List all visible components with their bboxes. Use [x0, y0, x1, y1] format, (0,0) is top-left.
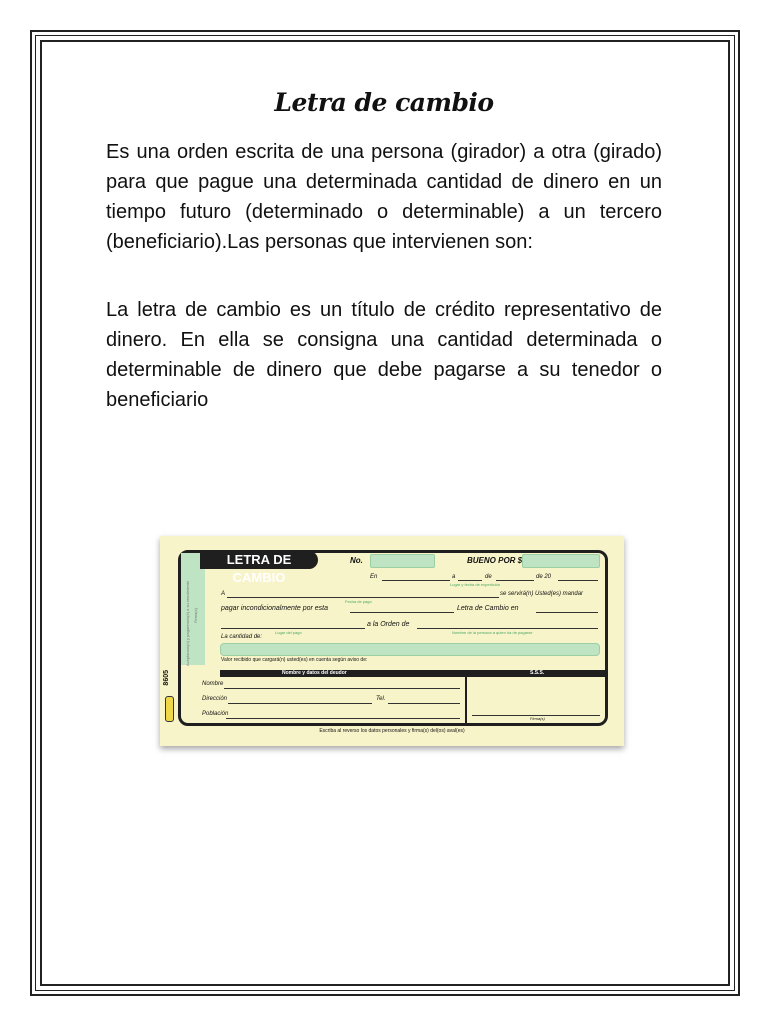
bill-line — [496, 580, 534, 581]
bill-line — [224, 688, 460, 689]
bill-line — [228, 703, 372, 704]
bill-nombre-persona-label: Nombre de la persona a quien ha de pagarse — [452, 630, 533, 635]
bill-a-la-orden: a la Orden de — [367, 621, 410, 628]
bill-nombre-label: Nombre — [202, 681, 224, 687]
bill-line — [350, 612, 454, 613]
bill-line — [458, 580, 482, 581]
bill-a-line-label: A — [221, 591, 226, 597]
bill-line — [221, 628, 365, 629]
bill-stub-text: Aceptamos(o) y pagaremos(é) a su vencimiento — [185, 580, 190, 666]
bill-sss-label: S.S.S. — [530, 670, 545, 676]
bill-bueno-box — [522, 554, 600, 568]
paragraph-definition: Es una orden escrita de una persona (girador) a otra (girado) para que pague una determinada cantidad de dinero en un tiempo futuro (determinado o determinable) a un tercero (beneficiario).Las personas que intervienen son: — [106, 141, 662, 253]
bill-separator — [465, 677, 467, 724]
bill-no-label: No. — [350, 556, 363, 565]
bill-direccion-label: Dirección — [202, 696, 228, 702]
bill-pagar-label: pagar incondicionalmente por esta — [221, 605, 329, 612]
bill-no-box — [370, 554, 435, 568]
bill-valor-recibido: Valor recibido que cargará(n) usted(es) en cuenta según aviso de: — [221, 657, 368, 663]
bill-line — [388, 703, 460, 704]
bill-amount-bar — [220, 643, 600, 656]
bill-a-label: a — [452, 574, 456, 580]
bill-footer-note: Escriba al reverso los datos personales y firma(s) del(os) aval(es) — [319, 728, 465, 734]
bill-line — [536, 612, 598, 613]
bill-line — [382, 580, 450, 581]
bill-de20-label: de 20 — [536, 574, 552, 580]
bill-letra-cambio-en: Letra de Cambio en — [457, 605, 519, 612]
bill-side-tag — [165, 696, 174, 722]
bill-line — [417, 628, 598, 629]
bill-lugar-pago-label: Lugar del pago — [275, 630, 302, 635]
bill-poblacion-label: Población — [202, 711, 229, 717]
bill-la-cantidad: La cantidad de: — [221, 634, 263, 640]
bill-deudor-bar — [220, 670, 606, 677]
bill-en-label: En — [370, 574, 378, 580]
bill-tel-label: Tel. — [376, 696, 386, 702]
bill-fecha-pago-label: Fecha de pago — [345, 599, 372, 604]
page-title: Letra de cambio — [274, 88, 494, 117]
bill-firma-label: Firma(s) — [530, 716, 545, 721]
bill-lugar-fecha-label: Lugar y fecha de expedición — [450, 582, 501, 587]
bill-side-code: 8605 — [163, 670, 170, 686]
bill-line — [226, 718, 460, 719]
bill-deudor-label: Nombre y datos del deudor — [282, 670, 347, 676]
bill-of-exchange-image — [160, 536, 624, 746]
paragraph-description: La letra de cambio es un título de crédito representativo de dinero. En ella se consigna una cantidad determinada o determinable de dinero que debe pagarse a su tenedor o beneficiario — [106, 299, 662, 411]
bill-stub-firma: Firma(s) — [193, 608, 198, 623]
bill-title: LETRA DE CAMBIO — [200, 551, 318, 569]
bill-line — [227, 597, 499, 598]
bill-line — [558, 580, 598, 581]
bill-bueno-label: BUENO POR $ — [467, 556, 523, 565]
bill-se-servira: se servirá(n) Usted(es) mandar — [500, 591, 584, 597]
bill-de-label: de — [485, 574, 492, 580]
